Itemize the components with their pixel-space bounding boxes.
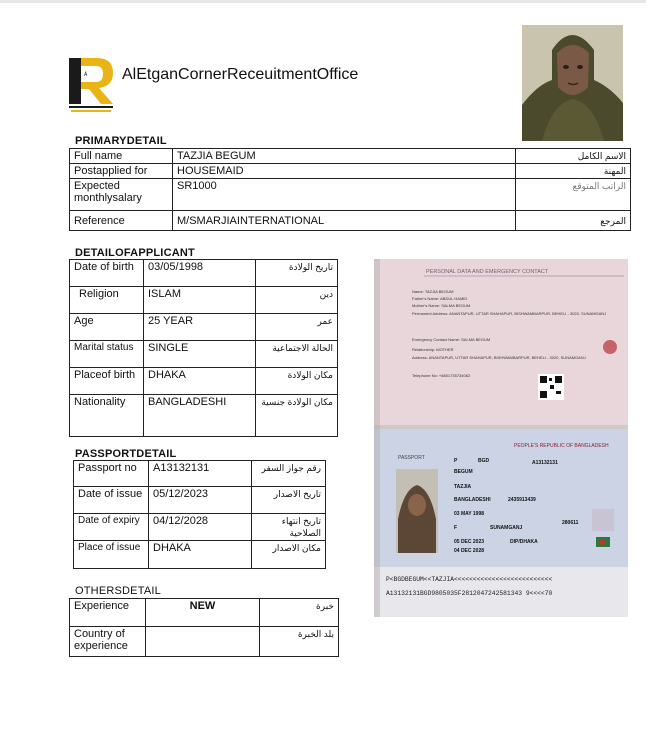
age-label: Age <box>70 314 144 341</box>
qr-code-icon <box>538 374 564 400</box>
salary-arabic: الراتب المتوقع <box>516 179 631 211</box>
table-row <box>70 211 631 231</box>
marital-arabic: الحالة الاجتماعية <box>256 341 338 368</box>
table-row <box>70 179 631 211</box>
table-row <box>70 395 338 437</box>
passport-section-title: PASSPORTDETAIL <box>75 448 177 460</box>
country-experience-label: Country of experience <box>70 627 146 657</box>
pass-nationality: BANGLADESHI <box>454 497 491 503</box>
svg-text:Ā: Ā <box>84 72 88 78</box>
full-name-arabic: الاسم الكامل <box>516 149 631 164</box>
table-row <box>70 260 338 287</box>
table-row <box>74 487 326 514</box>
scan-field: Mother's Name: SALMA BEGUM <box>412 303 471 308</box>
company-name: AlEtganCornerReceuitmentOffice <box>122 66 359 83</box>
passport-no-arabic: رقم جواز السفر <box>252 461 326 487</box>
passport-no-value: A13132131 <box>149 461 252 487</box>
issue-arabic: تاريخ الاصدار <box>252 487 326 514</box>
table-row <box>70 287 338 314</box>
religion-value: ISLAM <box>144 287 256 314</box>
experience-label: Experience <box>70 599 146 627</box>
reference-label: Reference <box>70 211 173 231</box>
passport-scan <box>374 259 628 617</box>
applicant-table <box>69 259 338 437</box>
country-experience-arabic: بلد الخبرة <box>260 627 339 657</box>
experience-arabic: خبرة <box>260 599 339 627</box>
religion-label: Religion <box>70 287 144 314</box>
primary-section-title: PRIMARYDETAIL <box>75 135 167 147</box>
scan-field: Permanent Address: ANANTAPUR, UTTAR SHAHAPUR, BISHWAMBARPUR, BEHELI - 3020, SUNAMGANJ <box>412 311 607 316</box>
birthplace-label: Placeof birth <box>70 368 144 395</box>
pass-dob: 03 MAY 1998 <box>454 511 485 517</box>
pass-given: TAZJIA <box>454 484 472 490</box>
table-row <box>70 599 339 627</box>
nationality-value: BANGLADESHI <box>144 395 256 437</box>
post-arabic: المهنة <box>516 164 631 179</box>
others-section-title: OTHERSDETAIL <box>75 585 161 597</box>
country-experience-value <box>146 627 260 657</box>
table-row <box>70 341 338 368</box>
scan-field: Name: TAZJIA BEGUM <box>412 289 454 294</box>
pass-issue: 05 DEC 2023 <box>454 539 485 545</box>
age-value: 25 YEAR <box>144 314 256 341</box>
pass-sex: F <box>454 525 458 531</box>
mrz-line-1: P<BGDBEGUM<<TAZJIA<<<<<<<<<<<<<<<<<<<<<<<<<< <box>386 576 553 583</box>
passport-word: PASSPORT <box>398 455 425 461</box>
expiry-label: Date of expiry <box>74 514 149 541</box>
passport-no-label: Passport no <box>74 461 149 487</box>
table-row <box>74 514 326 541</box>
marital-label: Marital status <box>70 341 144 368</box>
post-label: Postapplied for <box>70 164 173 179</box>
pass-personal-no: 2435913439 <box>508 497 536 503</box>
nationality-arabic: مكان الولادة جنسية <box>256 395 338 437</box>
top-border <box>0 0 646 3</box>
others-table <box>69 598 339 657</box>
passport-table <box>73 460 326 569</box>
pass-code: BGD <box>478 458 490 464</box>
pass-authority: DIP/DHAKA <box>510 539 538 545</box>
table-row <box>70 149 631 164</box>
dob-label: Date of birth <box>70 260 144 287</box>
dob-arabic: تاريخ الولادة <box>256 260 338 287</box>
age-arabic: عمر <box>256 314 338 341</box>
place-issue-arabic: مكان الاصدار <box>252 541 326 569</box>
table-row <box>74 461 326 487</box>
issue-label: Date of issue <box>74 487 149 514</box>
scan-field: Emergency Contact Name: SALMA BEGUM <box>412 337 491 342</box>
reference-arabic: المرجع <box>516 211 631 231</box>
pass-birthplace: SUNAMGANJ <box>490 525 523 531</box>
table-row <box>74 541 326 569</box>
experience-value: NEW <box>146 599 260 627</box>
primary-table <box>69 148 631 231</box>
applicant-photo <box>522 25 623 141</box>
scan-field: Telephone No: +8801735734062 <box>412 373 471 378</box>
table-row <box>70 627 339 657</box>
scan-field: Address: ANANTAPUR, UTTAR SHAHAPUR, BISHWAMBARPUR, BEHELI - 3020, SUNAMGANJ <box>412 355 586 360</box>
pass-type: P <box>454 458 458 464</box>
passport-image <box>374 259 628 617</box>
scan-field: Father's Name: ABDUL HAMID <box>412 296 468 301</box>
table-row <box>70 368 338 395</box>
expiry-value: 04/12/2028 <box>149 514 252 541</box>
full-name-label: Full name <box>70 149 173 164</box>
pass-surname: BEGUM <box>454 469 473 475</box>
birthplace-value: DHAKA <box>144 368 256 395</box>
data-page-title: PERSONAL DATA AND EMERGENCY CONTACT <box>426 269 549 275</box>
marital-value: SINGLE <box>144 341 256 368</box>
salary-label: Expected monthlysalary <box>70 179 173 211</box>
table-row <box>70 314 338 341</box>
reference-value: M/SMARJIAINTERNATIONAL <box>173 211 516 231</box>
religion-arabic: دين <box>256 287 338 314</box>
birthplace-arabic: مكان الولادة <box>256 368 338 395</box>
applicant-section-title: DETAILOFAPPLICANT <box>75 247 195 259</box>
pass-number: A13132131 <box>532 460 558 466</box>
dob-value: 03/05/1998 <box>144 260 256 287</box>
full-name-value: TAZJIA BEGUM <box>173 149 516 164</box>
place-issue-value: DHAKA <box>149 541 252 569</box>
pass-expiry: 04 DEC 2028 <box>454 548 485 554</box>
salary-value: SR1000 <box>173 179 516 211</box>
company-logo <box>69 58 115 116</box>
ghost-photo <box>592 509 614 531</box>
scan-field: Relationship: MOTHER <box>412 347 454 352</box>
mrz-line-2: A13132131BGD9805035F2812047242581343 9<<<<70 <box>386 590 553 597</box>
seal-icon <box>603 340 617 354</box>
pass-prev-no: 280611 <box>562 520 579 526</box>
place-issue-label: Place of issue <box>74 541 149 569</box>
country-header: PEOPLE'S REPUBLIC OF BANGLADESH <box>514 443 609 449</box>
nationality-label: Nationality <box>70 395 144 437</box>
post-value: HOUSEMAID <box>173 164 516 179</box>
expiry-arabic: تاريخ انتهاء الصلاحية <box>252 514 326 541</box>
table-row <box>70 164 631 179</box>
issue-value: 05/12/2023 <box>149 487 252 514</box>
